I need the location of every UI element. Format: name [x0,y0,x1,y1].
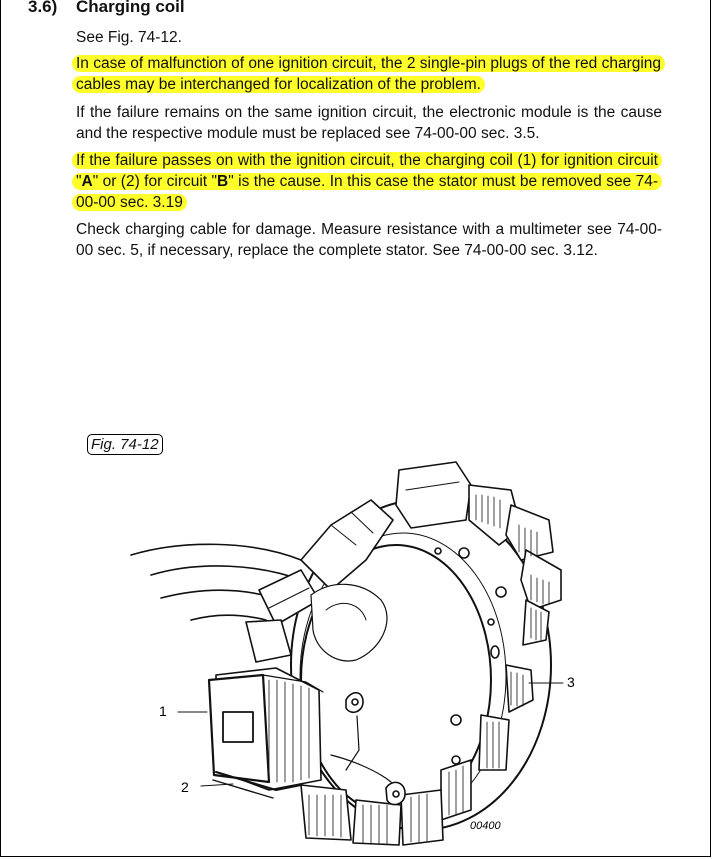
callout-2: 2 [181,779,189,795]
circuit-b-label: B [217,173,229,190]
paragraph-text: See Fig. 74-12. [76,29,182,46]
figure-label: Fig. 74-12 [87,434,163,455]
section-title: Charging coil [76,0,185,16]
callout-1: 1 [159,703,167,719]
text-part: " or (2) for circuit " [92,173,218,190]
highlighted-text: In case of malfunction of one ignition circuit, the 2 single-pin plugs of the red charging cables may be interchanged for localization of the problem. [72,55,665,93]
circuit-a-label: A [81,173,93,190]
charging-coil-a [209,668,323,790]
cable-line [131,544,301,560]
section-number: 3.6) [28,0,58,16]
drawing-code: 00400 [470,820,501,832]
paragraph-text: Check charging cable for damage. Measure resistance with a multimeter see 74-00-00 sec. 5, if necessary, replace the complete stator. See 74-00-00 sec. 3.12. [76,221,662,259]
cable-line [191,615,266,620]
stator-drawing [1,0,712,857]
cable-line [151,566,301,580]
text-part: If the failure passes on with the ignition circuit, the charging coil (1) for ignition circuit " [76,152,658,190]
callout-3: 3 [567,674,575,690]
paragraph-text: If the failure remains on the same ignition circuit, the electronic module is the cause and the respective module must be replaced see 74-00-00 sec. 3.5. [76,104,662,142]
text-part: " is the cause. In this case the stator must be removed see 74-00-00 sec. 3.19 [76,173,658,211]
